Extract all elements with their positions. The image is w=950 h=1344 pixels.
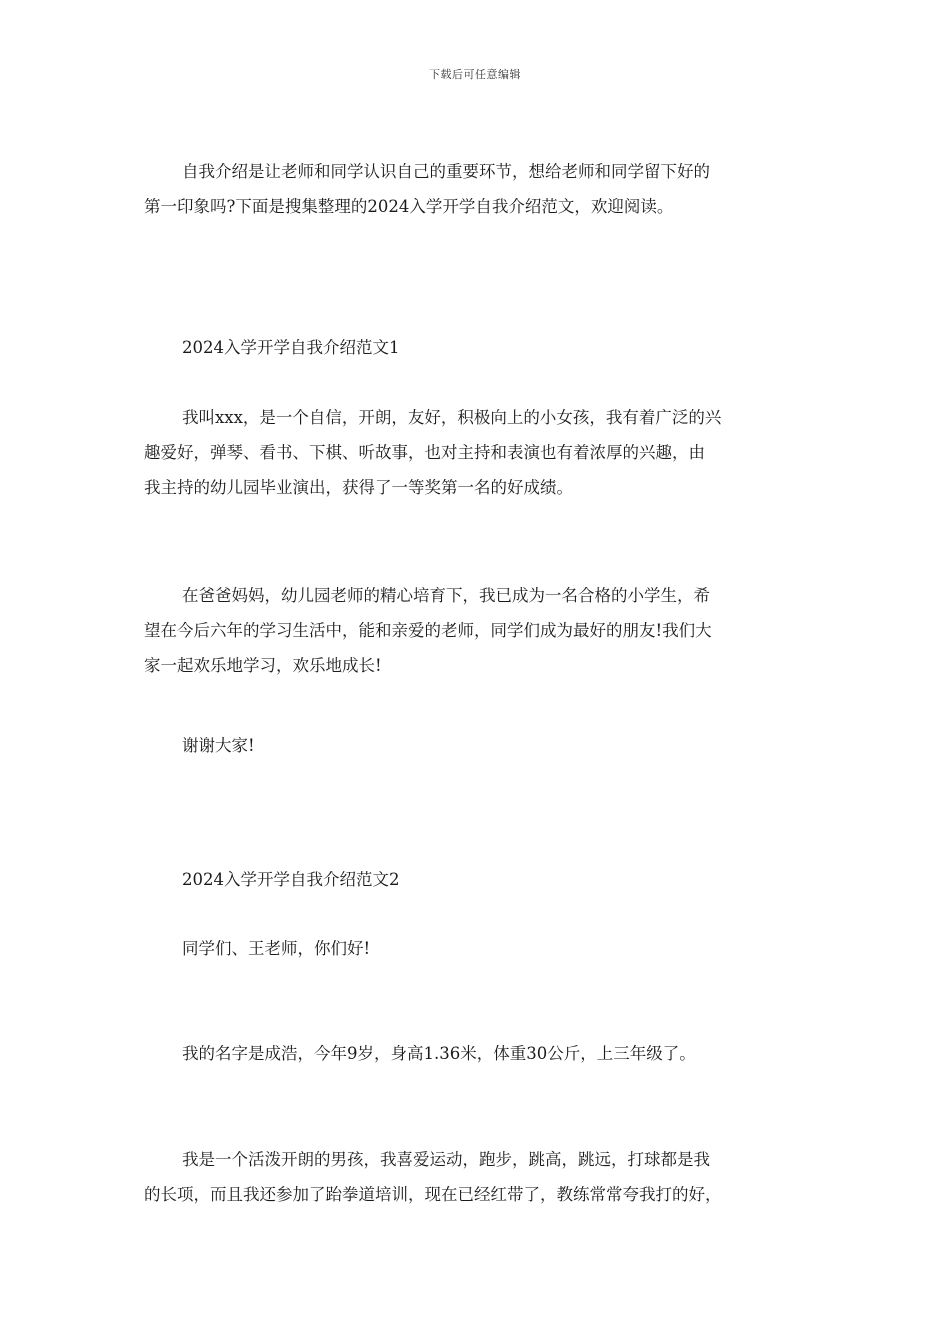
body-paragraph	[144, 400, 820, 505]
body-paragraph	[144, 578, 820, 683]
paragraph-line: 的长项，而且我还参加了跆拳道培训，现在已经红带了，教练常常夸我打的好，	[144, 1185, 722, 1204]
paragraph-line: 第一印象吗?下面是搜集整理的2024入学开学自我介绍范文，欢迎阅读。	[144, 197, 674, 216]
body-paragraph	[144, 1036, 820, 1071]
paragraph-line: 我的名字是成浩，今年9岁，身高1.36米，体重30公斤，上三年级了。	[182, 1044, 696, 1063]
heading-text: 2024入学开学自我介绍范文2	[182, 870, 400, 889]
paragraph-line: 家一起欢乐地学习，欢乐地成长!	[144, 656, 382, 675]
paragraph-line: 望在今后六年的学习生活中，能和亲爱的老师，同学们成为最好的朋友!我们大	[144, 621, 712, 640]
paragraph-line: 我叫xxx，是一个自信，开朗，友好，积极向上的小女孩，我有着广泛的兴	[182, 408, 722, 427]
paragraph-line: 趣爱好，弹琴、看书、下棋、听故事，也对主持和表演也有着浓厚的兴趣，由	[144, 443, 705, 462]
paragraph-line: 我主持的幼儿园毕业演出，获得了一等奖第一名的好成绩。	[144, 478, 573, 497]
paragraph-line: 谢谢大家!	[182, 736, 255, 755]
heading-text: 2024入学开学自我介绍范文1	[182, 338, 400, 357]
page-header: 下载后可任意编辑	[429, 68, 521, 81]
paragraph-line: 我是一个活泼开朗的男孩，我喜爱运动，跑步，跳高，跳远，打球都是我	[182, 1150, 710, 1169]
paragraph-line: 在爸爸妈妈，幼儿园老师的精心培育下，我已成为一名合格的小学生，希	[182, 586, 710, 605]
intro-paragraph	[144, 154, 820, 224]
closing-line	[144, 728, 820, 763]
body-paragraph	[144, 1142, 820, 1212]
paragraph-line: 自我介绍是让老师和同学认识自己的重要环节，想给老师和同学留下好的	[182, 162, 710, 181]
section-heading-1	[144, 330, 820, 365]
greeting-line	[144, 931, 820, 966]
paragraph-line: 同学们、王老师，你们好!	[182, 939, 371, 958]
section-heading-2	[144, 862, 820, 897]
